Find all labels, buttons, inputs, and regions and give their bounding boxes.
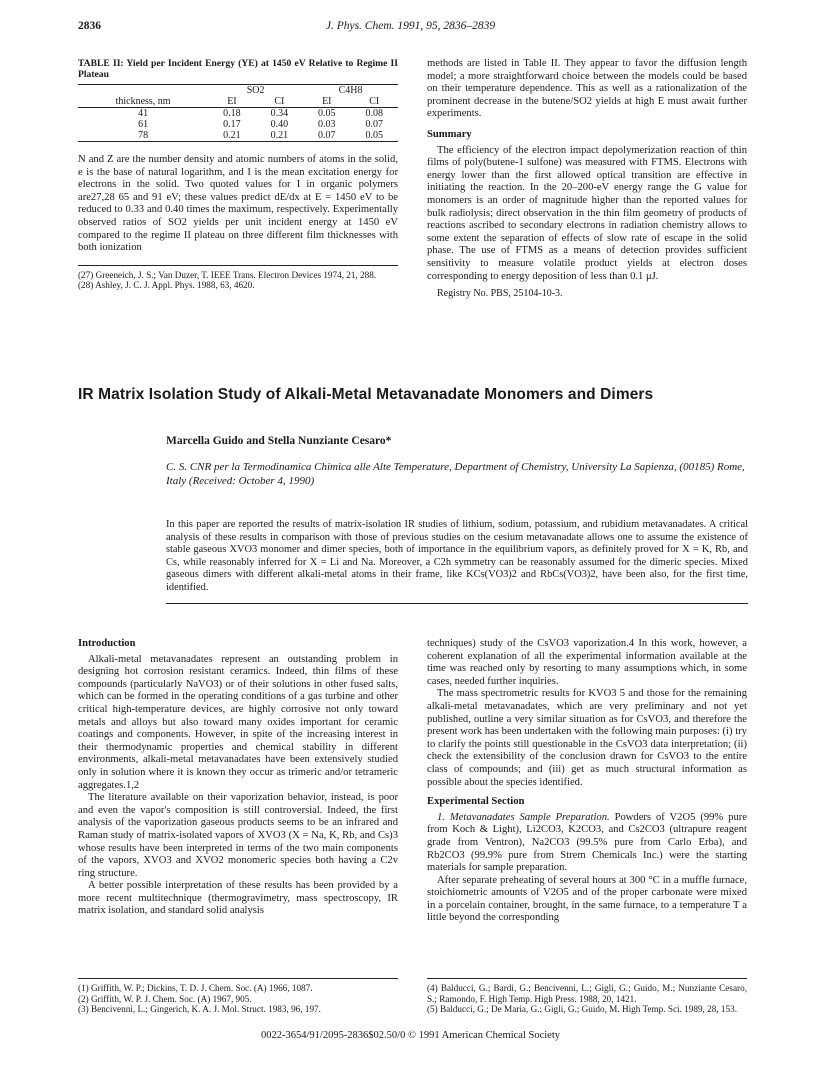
- right-column-body: [427, 638, 747, 925]
- table-column-header: thickness, nm: [78, 96, 208, 108]
- table-cell: 0.21: [208, 130, 255, 142]
- table-column-header: CI: [351, 96, 398, 108]
- table-row: [78, 108, 398, 120]
- table-cell: 0.21: [256, 130, 303, 142]
- reference-item: (2) Griffith, W. P. J. Chem. Soc. (A) 1967, 905.: [78, 993, 252, 1004]
- reference-item: (1) Griffith, W. P.; Dickins, T. D. J. Chem. Soc. (A) 1966, 1087.: [78, 983, 313, 993]
- table-row: [78, 119, 398, 130]
- table-cell: 0.05: [318, 108, 336, 119]
- table-cell: 0.40: [270, 119, 289, 130]
- footnote-rule: [78, 265, 398, 266]
- table-cell: 78: [78, 130, 208, 142]
- table-cell: 61: [138, 119, 149, 130]
- table-column-header: EI: [303, 96, 350, 108]
- experimental-heading: Experimental Section: [427, 796, 525, 808]
- body-paragraph: The mass spectrometric results for KVO3 5 and those for the remaining alkali-metal metavanadates, which are very preliminary and not yet published, outline a very similar situation as for CsVO3, and therefore the present work has been undertaken with the following main purposes: (i) try to clarify the points still questionable in the CsVO3 data interpretation; (ii) check the extensibility of the conclusion drawn for CsVO3 to the entire class of compounds; and (iii) get as much structural information as possible about the species identified.: [427, 688, 747, 788]
- table-cell: 0.07: [365, 119, 383, 130]
- copyright-footer: 0022-3654/91/2095-2836$02.50/0 © 1991 American Chemical Society: [260, 1030, 561, 1041]
- table-cell: 41: [138, 108, 149, 119]
- reference-item: (27) Greeneich, J. S.; Van Duzer, T. IEEE Trans. Electron Devices 1974, 21, 288.: [78, 269, 377, 280]
- footnote-rule: [78, 978, 398, 979]
- summary-heading: Summary: [427, 128, 472, 140]
- right-references: [427, 978, 747, 1015]
- reference-item: (28) Ashley, J. C. J. Appl. Phys. 1988, 63, 4620.: [78, 280, 255, 291]
- table-group-header: C4H8: [303, 85, 398, 97]
- reference-item: (4) Balducci, G.; Bardi, G.; Bencivenni, L.; Gigli, G.; Guido, M.; Nunziante Cesaro, S.; Ramondo, F. High Temp. High Press. 1988, 20, 1421.: [427, 983, 747, 1004]
- body-paragraph: Alkali-metal metavanadates represent an outstanding problem in designing hot corrosion resistant ceramics. Indeed, thin films of these compounds (particularly NaVO3) or of their solutions in other fused salts, which can be formed in the operating conditions of a gas turbine and other critical high-temperature devices, are highly corrosive not only toward metals and alloys but also toward many oxides important for ceramic coatings and components. However, in spite of the increasing interest in their thermodynamic properties and chemical stability in different environments, alkali-metal metavanadates have been extensively studied only in solution where it is known they occur as trimeric and/or tetrameric aggregates.1,2: [78, 653, 398, 791]
- left-column-body: [78, 638, 398, 918]
- page-number: 2836: [78, 20, 101, 32]
- body-paragraph: The literature available on their vaporization behavior, instead, is poor and even the vapor's composition is still controversial. Indeed, the first analysis of the vaporization gaseous products seems to be an infrared and Raman study of matrix-isolated vapors of XVO3 (X = Na, K, Rb, and Cs)3 whose results have been interpreted in terms of the two main components of the vapors, XVO3 and XVO2 monomeric species both having a C2v ring structure.: [78, 792, 398, 879]
- body-paragraph: After separate preheating of several hours at 300 °C in a muffle furnace, stoichiometric amounts of V2O5 and of the proper carbonate were mixed in a porcelain container, brought, in the same furnace, to a temperature T a little beyond the corresponding: [427, 874, 747, 924]
- reference-item: (5) Balducci, G.; De Maria, G.; Gigli, G.; Guido, M. High Temp. Sci. 1989, 28, 153.: [427, 1004, 737, 1015]
- article-affiliation: C. S. CNR per la Termodinamica Chimica alle Alte Temperature, Department of Chemistry, University La Sapienza, (00185) Rome, Italy (Received: October 4, 1990): [166, 461, 745, 487]
- yield-table: [78, 84, 398, 142]
- table-cell: 0.18: [223, 108, 241, 119]
- right-column-top: [427, 58, 747, 301]
- article-authors: Marcella Guido and Stella Nunziante Cesaro*: [166, 435, 392, 447]
- left-column-top: [78, 58, 398, 291]
- subsection-heading: 1. Metavanadates Sample Preparation.: [437, 811, 610, 823]
- table-cell: 0.34: [270, 108, 289, 119]
- introduction-heading: Introduction: [78, 638, 136, 649]
- article-abstract: In this paper are reported the results of matrix-isolation IR studies of lithium, sodium, potassium, and rubidium metavanadates. A critical analysis of these results in comparison with those of previous studies on the cesium metavanadate allows one to assume the existence of stable gaseous XVO3 monomer and dimer species, both of importance in the equilibrium vapors, as definitely proved for X = K, Rb, and Cs, while reasonably inferred for X = Li and Na. Moreover, a C2h symmetry can be reasonably assumed for the dimeric species. Mixed gaseous dimers with different alkali-metal atoms in their frame, like KCs(VO3)2 and RbCs(VO3)2, have been also, for the first time, identified.: [166, 519, 748, 593]
- body-paragraph: A better possible interpretation of these results has been provided by a more recent multitechnique (thermogravimetry, mass spectroscopy, IR matrix isolation, and standard solid analysis: [78, 880, 398, 917]
- table-cell: 0.17: [223, 119, 241, 130]
- table-cell: 0.05: [351, 130, 398, 142]
- body-paragraph: [427, 812, 747, 875]
- reference-item: (3) Bencivenni, L.; Gingerich, K. A. J. Mol. Struct. 1983, 96, 197.: [78, 1004, 321, 1015]
- table-cell: 0.08: [365, 108, 383, 119]
- article-title: IR Matrix Isolation Study of Alkali-Metal Metavanadate Monomers and Dimers: [78, 386, 654, 403]
- table-column-header: EI: [208, 96, 255, 108]
- abstract-rule: [166, 603, 748, 604]
- summary-text: The efficiency of the electron impact depolymerization reaction of thin films of poly(butene-1 sulfone) was measured with FTMS. Electrons with energy lower than the first allowed optical transition are effective in initiating the reaction. In the 20–200-eV energy range the G value for monomers is an order of magnitude higher than the reported values for bulk radiolysis; direct observation in the thin film geometry of products of reactions ascribed to secondary electrons in radiation chemistry allows to some extent the separation of effects of slow rate of escape in the solid phase. The use of FTMS as a means of detection provides sufficient sensitivity to measure volatile product yields at electron doses corresponding to energy deposition of less than 0.1 μJ.: [427, 144, 747, 282]
- running-header-journal: J. Phys. Chem. 1991, 95, 2836–2839: [325, 20, 496, 32]
- body-paragraph: methods are listed in Table II. They appear to favor the diffusion length model; a more straightforward choice between the models could be based on their temperature dependence. This as well as a rationalization of the prominent decrease in the butene/SO2 yields at high E must await further experiments.: [427, 58, 747, 120]
- table-title: TABLE II: Yield per Incident Energy (YE) at 1450 eV Relative to Regime II Plateau: [78, 58, 398, 80]
- table-group-header: SO2: [208, 85, 303, 97]
- body-paragraph: N and Z are the number density and atomic numbers of atoms in the solid, e is the base of natural logarithm, and I is the mean excitation energy for electrons in the solid. Two quoted values for I in organic polymers are27,28 65 and 91 eV; these values predict dE/dx at E = 1450 eV to be reduced to 0.33 and 0.40 times the maximum, respectively. Experimentally observed ratios of SO2 yields per unit incident energy at 1450 eV compared to the regime II plateau on three different film thicknesses with both ionization: [78, 154, 398, 254]
- body-text: Powders of V2O5 (99% pure from Koch & Light), Li2CO3, K2CO3, and Cs2CO3 (ultrapure reagent grade from Ventron), Na2CO3 (99.5% pure from Carlo Erba), and Rb2CO3 (99.9% pure from Strem Chemicals Inc.) were the starting materials for sample preparation.: [427, 811, 747, 874]
- table-column-header: CI: [256, 96, 303, 108]
- table-cell: 0.03: [318, 119, 336, 130]
- body-paragraph: techniques) study of the CsVO3 vaporization.4 In this work, however, a coherent explanation of all the experimental information available at the time was reached only by resorting to many assumptions which, in some cases, needed further inquiries.: [427, 638, 747, 687]
- registry-number: Registry No. PBS, 25104-10-3.: [437, 288, 563, 300]
- table-row: [78, 130, 398, 142]
- footnote-rule: [427, 978, 747, 979]
- left-references: [78, 978, 398, 1015]
- table-cell: 0.07: [303, 130, 350, 142]
